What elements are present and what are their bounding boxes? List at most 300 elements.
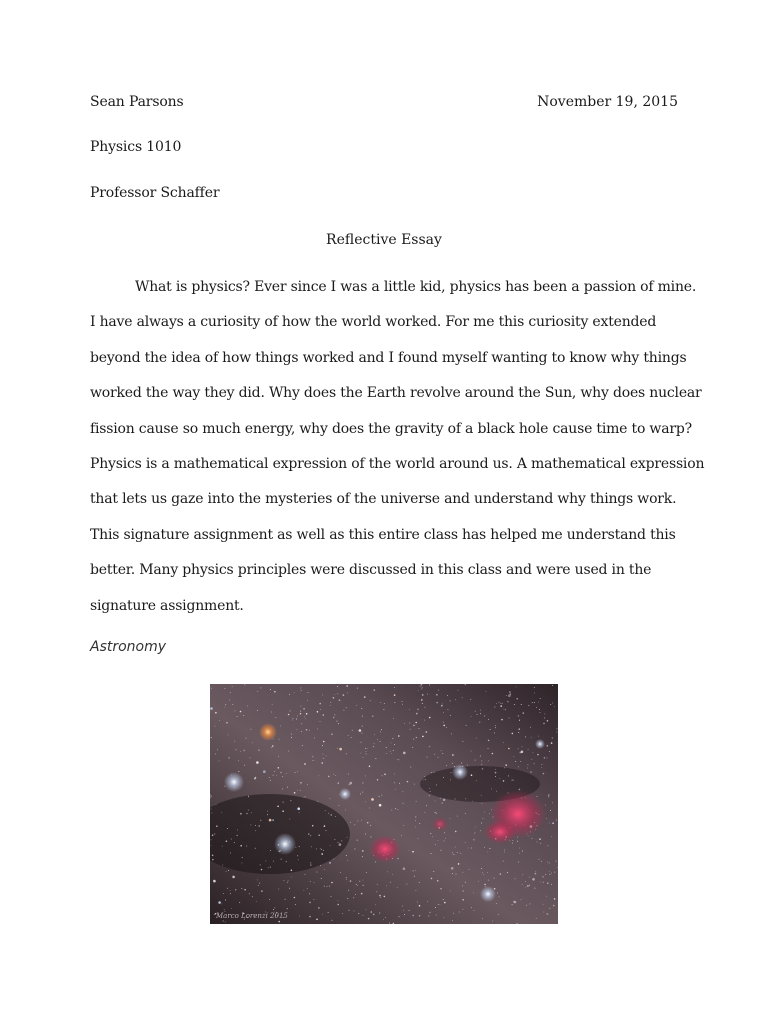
star [471, 848, 472, 849]
star [539, 859, 540, 860]
star [362, 716, 363, 717]
star [333, 697, 335, 699]
star [443, 725, 445, 727]
star [215, 754, 216, 755]
star [503, 709, 504, 710]
star [418, 690, 419, 691]
star [347, 898, 348, 899]
star [246, 846, 247, 847]
star [491, 788, 492, 789]
star [553, 905, 555, 907]
star [543, 904, 544, 905]
section-heading: Astronomy [90, 639, 167, 655]
star [551, 836, 552, 837]
star [224, 688, 225, 689]
star [443, 712, 444, 713]
star [361, 820, 362, 821]
star [322, 694, 323, 695]
author-name: Sean Parsons [90, 94, 184, 110]
star [210, 707, 213, 710]
star [415, 722, 417, 724]
star [552, 703, 553, 704]
star [300, 706, 301, 707]
star [294, 792, 296, 794]
star [290, 800, 291, 801]
star [531, 759, 532, 760]
star [399, 783, 400, 784]
star [419, 882, 420, 883]
star [549, 874, 550, 875]
star [513, 901, 514, 902]
star [307, 784, 308, 785]
star [504, 850, 505, 851]
star [309, 730, 310, 731]
star [424, 776, 425, 777]
star [538, 736, 539, 737]
star [361, 742, 362, 743]
star [519, 728, 521, 730]
star [435, 907, 436, 908]
star [444, 902, 446, 904]
image-credit: Marco Lorenzi 2015 [216, 912, 288, 920]
star [438, 904, 439, 905]
star [288, 714, 290, 716]
star [522, 874, 523, 875]
star [211, 809, 212, 810]
star [323, 714, 325, 716]
star [415, 826, 416, 827]
star [320, 848, 321, 849]
star [489, 813, 490, 814]
star [480, 710, 481, 711]
star [446, 765, 447, 766]
star [375, 861, 376, 862]
star [301, 731, 302, 732]
star [211, 737, 212, 738]
star [482, 768, 484, 770]
star [452, 920, 453, 921]
star [294, 692, 295, 693]
star [313, 760, 314, 761]
star [270, 780, 271, 781]
star [322, 745, 323, 746]
star [316, 872, 317, 873]
star [458, 690, 459, 691]
star [443, 722, 444, 723]
star [465, 842, 466, 843]
star [547, 914, 548, 915]
star [380, 731, 381, 732]
star [478, 881, 479, 882]
star [439, 904, 440, 905]
star [386, 747, 387, 748]
star [290, 710, 291, 711]
star [252, 742, 253, 743]
star [297, 729, 298, 730]
star [214, 914, 215, 915]
star [522, 884, 523, 885]
star [254, 778, 256, 780]
star [278, 756, 279, 757]
star [226, 871, 227, 872]
star [296, 719, 297, 720]
star [246, 813, 248, 815]
star [331, 896, 332, 897]
star [386, 753, 387, 754]
star [289, 819, 290, 820]
star [346, 753, 347, 754]
star [323, 758, 324, 759]
star [345, 810, 346, 811]
star [317, 728, 318, 729]
star [531, 838, 532, 839]
star [377, 739, 378, 740]
star [549, 908, 550, 909]
star [480, 830, 481, 831]
star [242, 862, 243, 863]
star [393, 718, 394, 719]
star [492, 753, 494, 755]
star [540, 698, 541, 699]
star [365, 748, 366, 749]
star [347, 860, 348, 861]
star [323, 741, 325, 743]
star [244, 765, 245, 766]
star [488, 880, 489, 881]
star [447, 695, 448, 696]
star [354, 910, 355, 911]
star [240, 751, 241, 752]
star [415, 820, 416, 821]
star [307, 700, 308, 701]
star [495, 772, 497, 774]
star [416, 713, 418, 715]
star [225, 921, 226, 922]
star [429, 746, 431, 748]
star [525, 881, 526, 882]
star [338, 900, 339, 901]
star [330, 702, 331, 703]
star [424, 720, 425, 721]
star [530, 727, 531, 728]
star [414, 784, 415, 785]
star [316, 848, 317, 849]
star [531, 737, 532, 738]
star [527, 885, 529, 887]
star [404, 914, 405, 915]
star [373, 914, 375, 916]
star [307, 888, 308, 889]
star [235, 889, 236, 890]
star [427, 694, 428, 695]
star [496, 903, 497, 904]
star [329, 862, 331, 864]
star [244, 889, 246, 891]
star [419, 823, 420, 824]
star [434, 772, 435, 773]
paragraph-line: beyond the idea of how things worked and I found myself wanting to know why things [90, 349, 687, 366]
star [545, 805, 546, 806]
paragraph-line: fission cause so much energy, why does the gravity of a black hole cause time to warp? [90, 420, 692, 437]
star [475, 711, 476, 712]
star [391, 810, 392, 811]
star [283, 880, 284, 881]
star [317, 711, 319, 713]
star [552, 802, 553, 803]
star [401, 835, 402, 836]
star [374, 689, 376, 691]
star [475, 826, 476, 827]
star [503, 780, 505, 782]
star [305, 718, 306, 719]
star [500, 873, 502, 875]
star [534, 692, 535, 693]
star [554, 872, 555, 873]
star [430, 791, 431, 792]
star [460, 853, 461, 854]
star [333, 774, 334, 775]
star [280, 725, 281, 726]
star [543, 912, 544, 913]
star [221, 812, 222, 813]
star [350, 822, 351, 823]
star [500, 705, 502, 707]
star [292, 718, 293, 719]
star [210, 797, 211, 798]
star [534, 763, 535, 764]
star [518, 862, 519, 863]
star [334, 694, 335, 695]
star [480, 713, 481, 714]
star [334, 839, 335, 840]
star [516, 686, 517, 687]
star [226, 840, 228, 842]
star [476, 780, 477, 781]
star [544, 718, 545, 719]
star [441, 802, 443, 804]
star [513, 756, 514, 757]
star [375, 904, 376, 905]
star [230, 893, 231, 894]
star [397, 887, 398, 888]
star [422, 703, 423, 704]
star [542, 876, 544, 878]
star [482, 818, 483, 819]
star [338, 723, 339, 724]
star [314, 882, 315, 883]
star [277, 806, 279, 808]
star [419, 905, 421, 907]
star [294, 897, 296, 899]
star [324, 869, 325, 870]
star [506, 764, 508, 766]
star [234, 842, 235, 843]
star [211, 812, 212, 813]
star [556, 732, 557, 733]
star [298, 859, 299, 860]
star [426, 731, 428, 733]
star [467, 765, 468, 766]
star [310, 881, 311, 882]
star [422, 694, 424, 696]
star [340, 872, 341, 873]
star [292, 720, 293, 721]
star [251, 812, 252, 813]
star [430, 833, 431, 834]
star [215, 726, 216, 727]
star [337, 693, 338, 694]
star [429, 788, 430, 789]
star [322, 754, 323, 755]
star [299, 812, 300, 813]
star [337, 904, 339, 906]
star [509, 691, 511, 693]
star [452, 852, 453, 853]
star [339, 699, 341, 701]
star [518, 748, 519, 749]
star [228, 870, 229, 871]
star [419, 915, 421, 917]
star [508, 775, 509, 776]
star [350, 782, 353, 785]
star [280, 772, 282, 774]
star [443, 899, 444, 900]
star [346, 685, 348, 687]
star [235, 890, 236, 891]
star [274, 907, 275, 908]
star [343, 710, 344, 711]
star [250, 729, 251, 730]
star [392, 874, 393, 875]
star [269, 899, 270, 900]
star [226, 722, 228, 724]
star [495, 776, 496, 777]
star [216, 804, 217, 805]
star [346, 877, 347, 878]
star [428, 915, 429, 916]
star [386, 885, 387, 886]
star [370, 700, 371, 701]
star [335, 816, 336, 817]
star [312, 756, 313, 757]
star [256, 761, 259, 764]
star [212, 855, 214, 857]
star [272, 745, 274, 747]
star [299, 915, 300, 916]
star [365, 775, 366, 776]
star [391, 753, 392, 754]
star [346, 879, 347, 880]
star [337, 721, 338, 722]
star [359, 881, 360, 882]
star [215, 712, 217, 714]
star [287, 787, 288, 788]
star [529, 903, 530, 904]
star [545, 874, 546, 875]
star [295, 904, 296, 905]
star [339, 748, 342, 751]
star [302, 745, 303, 746]
star [216, 825, 218, 827]
star [213, 880, 216, 883]
star [518, 766, 519, 767]
star [550, 810, 551, 811]
star [527, 764, 528, 765]
star [333, 859, 334, 860]
star [512, 780, 513, 781]
star [326, 755, 327, 756]
star [415, 817, 416, 818]
star [409, 910, 410, 911]
star [513, 780, 514, 781]
star [222, 864, 223, 865]
star [539, 838, 541, 840]
star [475, 760, 476, 761]
star [413, 739, 414, 740]
star [337, 748, 338, 749]
star [274, 771, 275, 772]
star [230, 692, 231, 693]
star [532, 878, 535, 881]
star [423, 779, 424, 780]
star [498, 914, 499, 915]
star [412, 851, 414, 853]
star [499, 702, 500, 703]
star [495, 769, 496, 770]
star [288, 880, 289, 881]
star [324, 825, 326, 827]
star [422, 687, 423, 688]
star [279, 739, 280, 740]
star [295, 772, 296, 773]
star [278, 889, 279, 890]
star [225, 707, 226, 708]
star [416, 737, 417, 738]
star [255, 830, 256, 831]
star [399, 759, 400, 760]
star [444, 832, 445, 833]
star [260, 864, 261, 865]
star [318, 907, 320, 909]
star [311, 846, 312, 847]
star [541, 861, 542, 862]
paragraph-line: What is physics? Ever since I was a little kid, physics has been a passion of mine. [135, 279, 697, 295]
star [257, 879, 258, 880]
star [488, 740, 490, 742]
star [480, 756, 481, 757]
star [377, 884, 378, 885]
star [259, 883, 260, 884]
star [424, 707, 425, 708]
star [225, 704, 226, 705]
star [521, 899, 522, 900]
star [330, 814, 332, 816]
star [269, 819, 272, 822]
star [548, 796, 549, 797]
star [288, 751, 289, 752]
star [422, 736, 424, 738]
star [270, 867, 271, 868]
star [291, 734, 292, 735]
star [484, 812, 485, 813]
star [367, 822, 369, 824]
star [548, 794, 550, 796]
star [258, 885, 259, 886]
star [301, 690, 302, 691]
star [528, 749, 529, 750]
star [465, 882, 466, 883]
star [433, 871, 434, 872]
